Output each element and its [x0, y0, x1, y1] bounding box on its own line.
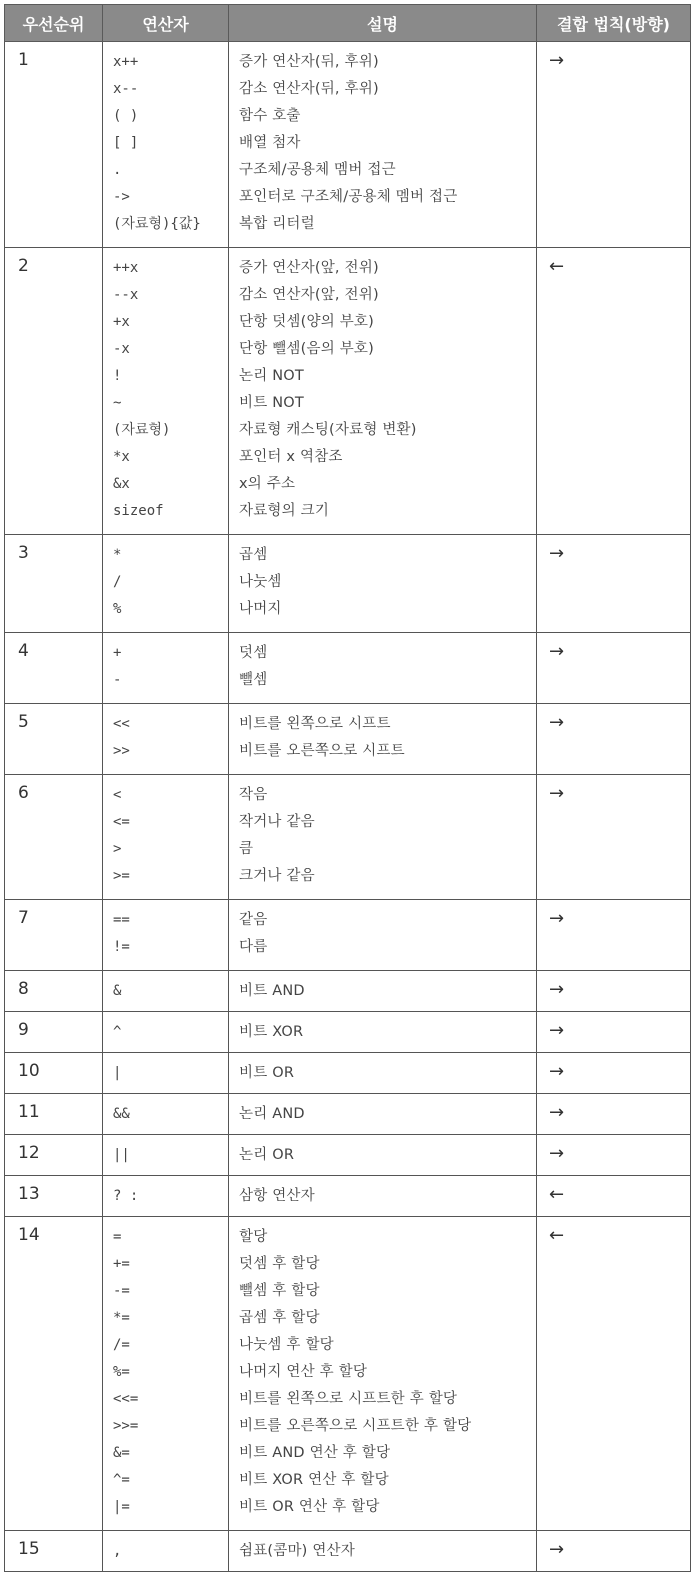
header-rank: 우선순위 — [5, 5, 103, 42]
operator-symbol: *= — [113, 1310, 130, 1326]
operator-description: 비트를 오른쪽으로 시프트 — [239, 743, 405, 759]
operator-cell — [103, 1135, 229, 1176]
table-row — [5, 633, 691, 704]
precedence-rank: 2 — [5, 248, 103, 535]
operator-cell — [103, 1176, 229, 1217]
operator-description: 곱셈 — [239, 547, 268, 563]
operator-description: 크거나 같음 — [239, 868, 315, 884]
operator-symbol: &x — [113, 476, 130, 492]
description-cell — [229, 775, 537, 900]
table-row — [5, 1012, 691, 1053]
operator-symbol: ~ — [113, 395, 122, 411]
associativity-arrow: → — [537, 1094, 691, 1135]
description-cell — [229, 1053, 537, 1094]
associativity-arrow: → — [537, 1053, 691, 1094]
precedence-rank: 11 — [5, 1094, 103, 1135]
description-cell — [229, 1176, 537, 1217]
operator-cell — [103, 971, 229, 1012]
operator-description: 나눗셈 후 할당 — [239, 1337, 334, 1353]
operator-description: 논리 OR — [239, 1147, 295, 1163]
operator-symbol: >> — [113, 743, 130, 759]
operator-cell — [103, 1094, 229, 1135]
precedence-rank: 15 — [5, 1531, 103, 1572]
operator-description: 뺄셈 후 할당 — [239, 1283, 320, 1299]
operator-symbol: x++ — [113, 54, 139, 70]
operator-symbol: += — [113, 1256, 130, 1272]
description-cell — [229, 704, 537, 775]
operator-description: 감소 연산자(뒤, 후위) — [239, 81, 379, 97]
operator-symbol: ( ) — [113, 108, 139, 124]
operator-symbol: , — [113, 1543, 122, 1559]
operator-symbol: && — [113, 1106, 130, 1122]
operator-symbol: (자료형) — [113, 422, 171, 438]
operator-cell — [103, 535, 229, 633]
operator-symbol: --x — [113, 287, 139, 303]
associativity-arrow: → — [537, 775, 691, 900]
operator-description: 삼항 연산자 — [239, 1188, 315, 1204]
description-cell — [229, 42, 537, 248]
operator-description: 다름 — [239, 939, 268, 955]
operator-description: 단항 뺄셈(음의 부호) — [239, 341, 374, 357]
operator-description: 비트 XOR 연산 후 할당 — [239, 1472, 389, 1488]
operator-cell — [103, 1531, 229, 1572]
operator-description: 비트 OR — [239, 1065, 295, 1081]
description-cell — [229, 900, 537, 971]
operator-description: 큼 — [239, 841, 254, 857]
operator-description: 증가 연산자(앞, 전위) — [239, 260, 379, 276]
operator-symbol: * — [113, 547, 122, 563]
table-row — [5, 1094, 691, 1135]
operator-symbol: (자료형){값} — [113, 216, 201, 232]
operator-description: 감소 연산자(앞, 전위) — [239, 287, 379, 303]
operator-symbol: -> — [113, 189, 130, 205]
operator-description: x의 주소 — [239, 476, 296, 492]
operator-description: 함수 호출 — [239, 108, 301, 124]
operator-symbol: -= — [113, 1283, 130, 1299]
operator-description: 나머지 — [239, 601, 282, 617]
operator-description: 비트 NOT — [239, 395, 304, 411]
operator-description: 비트 XOR — [239, 1024, 304, 1040]
operator-cell — [103, 1217, 229, 1531]
operator-symbol: & — [113, 983, 122, 999]
operator-symbol: -x — [113, 341, 130, 357]
operator-symbol: x-- — [113, 81, 139, 97]
table-row — [5, 971, 691, 1012]
table-row — [5, 704, 691, 775]
associativity-arrow: → — [537, 704, 691, 775]
operator-symbol: < — [113, 787, 122, 803]
operator-description: 나눗셈 — [239, 574, 282, 590]
operator-symbol: sizeof — [113, 503, 164, 519]
description-cell — [229, 248, 537, 535]
precedence-rank: 6 — [5, 775, 103, 900]
precedence-rank: 8 — [5, 971, 103, 1012]
precedence-rank: 10 — [5, 1053, 103, 1094]
operator-symbol: % — [113, 601, 122, 617]
operator-symbol: > — [113, 841, 122, 857]
operator-symbol: [ ] — [113, 135, 139, 151]
operator-description: 증가 연산자(뒤, 후위) — [239, 54, 379, 70]
description-cell — [229, 1094, 537, 1135]
operator-cell — [103, 704, 229, 775]
header-operator: 연산자 — [103, 5, 229, 42]
precedence-rank: 4 — [5, 633, 103, 704]
operator-symbol: <= — [113, 814, 130, 830]
associativity-arrow: → — [537, 971, 691, 1012]
operator-description: 자료형 캐스팅(자료형 변환) — [239, 422, 417, 438]
operator-cell — [103, 775, 229, 900]
operator-description: 작거나 같음 — [239, 814, 315, 830]
associativity-arrow: → — [537, 1531, 691, 1572]
table-row — [5, 900, 691, 971]
operator-description: 구조체/공용체 멤버 접근 — [239, 162, 396, 178]
operator-cell — [103, 42, 229, 248]
description-cell — [229, 1217, 537, 1531]
operator-description: 비트 AND 연산 후 할당 — [239, 1445, 391, 1461]
operator-symbol: | — [113, 1065, 122, 1081]
associativity-arrow: ← — [537, 1217, 691, 1531]
table-row — [5, 248, 691, 535]
operator-description: 비트 AND — [239, 983, 305, 999]
operator-description: 비트를 오른쪽으로 시프트한 후 할당 — [239, 1418, 472, 1434]
associativity-arrow: → — [537, 900, 691, 971]
operator-cell — [103, 900, 229, 971]
associativity-arrow: → — [537, 42, 691, 248]
operator-description: 단항 덧셈(양의 부호) — [239, 314, 374, 330]
table-header — [5, 5, 691, 42]
header-row — [5, 5, 691, 42]
header-associativity: 결합 법칙(방향) — [537, 5, 691, 42]
table-row — [5, 1176, 691, 1217]
table-row — [5, 1217, 691, 1531]
precedence-rank: 3 — [5, 535, 103, 633]
associativity-arrow: → — [537, 633, 691, 704]
operator-symbol: << — [113, 716, 130, 732]
operator-description: 나머지 연산 후 할당 — [239, 1364, 368, 1380]
operator-description: 덧셈 후 할당 — [239, 1256, 320, 1272]
operator-symbol: /= — [113, 1337, 130, 1353]
operator-description: 작음 — [239, 787, 268, 803]
operator-description: 논리 AND — [239, 1106, 305, 1122]
operator-symbol: ^ — [113, 1024, 122, 1040]
operator-cell — [103, 633, 229, 704]
operator-symbol: + — [113, 645, 122, 661]
table-row — [5, 42, 691, 248]
operator-symbol: . — [113, 162, 122, 178]
operator-description: 할당 — [239, 1229, 268, 1245]
table-row — [5, 1053, 691, 1094]
description-cell — [229, 1135, 537, 1176]
operator-symbol: - — [113, 672, 122, 688]
description-cell — [229, 1531, 537, 1572]
operator-description: 비트를 왼쪽으로 시프트 — [239, 716, 391, 732]
associativity-arrow: ← — [537, 248, 691, 535]
operator-symbol: = — [113, 1229, 122, 1245]
operator-description: 뺄셈 — [239, 672, 268, 688]
operator-symbol: ^= — [113, 1472, 130, 1488]
operator-symbol: >= — [113, 868, 130, 884]
table-row — [5, 775, 691, 900]
operator-symbol: >>= — [113, 1418, 139, 1434]
table-row — [5, 1135, 691, 1176]
precedence-rank: 5 — [5, 704, 103, 775]
precedence-rank: 7 — [5, 900, 103, 971]
operator-symbol: ! — [113, 368, 122, 384]
operator-description: 같음 — [239, 912, 268, 928]
operator-description: 복합 리터럴 — [239, 216, 315, 232]
precedence-rank: 9 — [5, 1012, 103, 1053]
description-cell — [229, 633, 537, 704]
operator-cell — [103, 248, 229, 535]
table-row — [5, 535, 691, 633]
operator-symbol: || — [113, 1147, 130, 1163]
header-description: 설명 — [229, 5, 537, 42]
description-cell — [229, 535, 537, 633]
associativity-arrow: → — [537, 1012, 691, 1053]
description-cell — [229, 1012, 537, 1053]
operator-description: 비트 OR 연산 후 할당 — [239, 1499, 380, 1515]
operator-description: 포인터로 구조체/공용체 멤버 접근 — [239, 189, 458, 205]
operator-cell — [103, 1012, 229, 1053]
operator-symbol: ? : — [113, 1188, 139, 1204]
operator-description: 포인터 x 역참조 — [239, 449, 343, 465]
operator-symbol: &= — [113, 1445, 130, 1461]
associativity-arrow: ← — [537, 1176, 691, 1217]
operator-description: 덧셈 — [239, 645, 268, 661]
operator-description: 비트를 왼쪽으로 시프트한 후 할당 — [239, 1391, 458, 1407]
table-body — [5, 42, 691, 1572]
operator-description: 곱셈 후 할당 — [239, 1310, 320, 1326]
operator-symbol: %= — [113, 1364, 130, 1380]
precedence-rank: 14 — [5, 1217, 103, 1531]
table-row — [5, 1531, 691, 1572]
operator-cell — [103, 1053, 229, 1094]
precedence-rank: 12 — [5, 1135, 103, 1176]
operator-symbol: != — [113, 939, 130, 955]
precedence-rank: 13 — [5, 1176, 103, 1217]
operator-description: 쉼표(콤마) 연산자 — [239, 1543, 355, 1559]
operator-symbol: |= — [113, 1499, 130, 1515]
operator-symbol: *x — [113, 449, 130, 465]
operator-description: 배열 첨자 — [239, 135, 301, 151]
operator-description: 자료형의 크기 — [239, 503, 330, 519]
operator-description: 논리 NOT — [239, 368, 304, 384]
operator-symbol: ++x — [113, 260, 139, 276]
associativity-arrow: → — [537, 1135, 691, 1176]
description-cell — [229, 971, 537, 1012]
associativity-arrow: → — [537, 535, 691, 633]
operator-precedence-table — [4, 4, 691, 1572]
operator-symbol: <<= — [113, 1391, 139, 1407]
operator-symbol: / — [113, 574, 122, 590]
operator-symbol: +x — [113, 314, 130, 330]
operator-symbol: == — [113, 912, 130, 928]
precedence-rank: 1 — [5, 42, 103, 248]
